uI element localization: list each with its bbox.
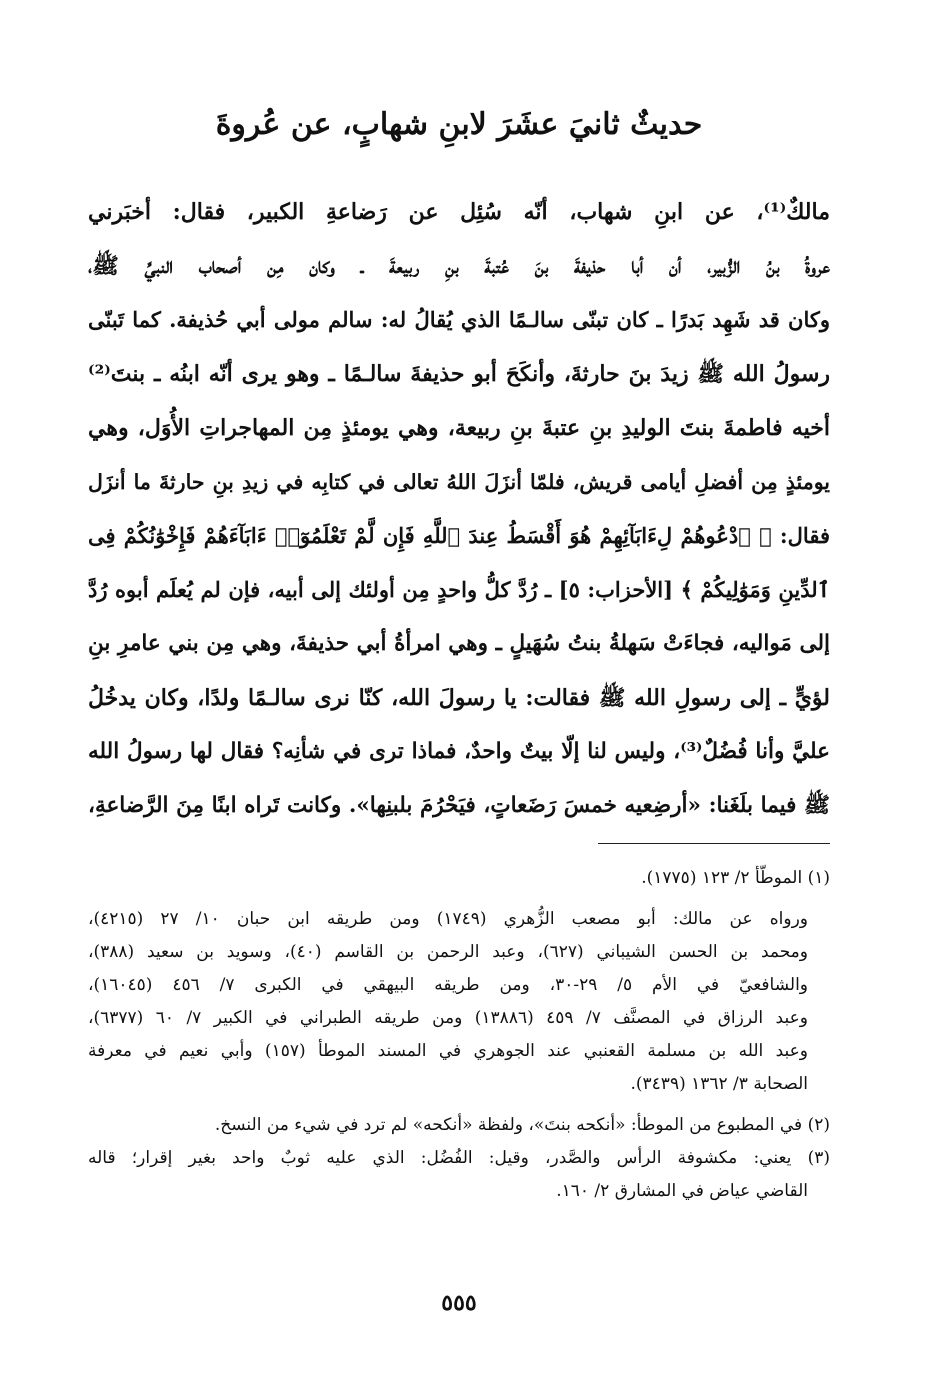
body-line: إلى مَواليه، فجاءَتْ سَهلةُ بنتُ سُهَيلٍ ـ وهي امرأةُ أبي حذيفةَ، وهي مِن بني عامرِ بنِ — [88, 631, 830, 656]
body-line: عروةُ بنُ الزُّبير، أن أبا حذيفةَ بنَ عُتبةَ بنِ ربيعةَ ـ وكان مِن أصحاب النبيِّ ﷺ، — [88, 253, 830, 279]
body-line: ﷺ فيما بلَغَنا: «أرضِعيه خمسَ رَضَعاتٍ، فيَحْرُمَ بلبنِها». وكانت تَراه ابنًا مِنَ الرَّضاعةِ، — [88, 793, 830, 818]
body-line: أخيه فاطمةَ بنتَ الوليدِ بنِ عتبةَ بنِ ربيعة، وهي يومئذٍ مِن المهاجراتِ الأُوَل، وهي — [88, 415, 830, 441]
body-line: رسولُ الله ﷺ زيدَ بنَ حارثةَ، وأنكَحَ أبو حذيفةَ سالـمًا ـ وهو يرى أنّه ابنُه ـ بنتَ⁽²⁾ — [88, 361, 830, 387]
footnote-1-line: الصحابة ٣/ ١٣٦٢ (٣٤٣٩). — [630, 1074, 808, 1094]
hadith-heading: حديثٌ ثانيَ عشَرَ لابنِ شهابٍ، عن عُروةَ — [215, 107, 703, 142]
footnote-1-heading: (١) الموطّأ ٢/ ١٢٣ (١٧٧٥). — [641, 868, 830, 888]
quran-verse-line: فقال: ﴿ ٱدْعُوهُمْ لِءَابَآئِهِمْ هُوَ أَقْسَطُ عِندَ ٱللَّهِ فَإِن لَّمْ تَعْلَمُوٓا۟ ءَابَآءَهُمْ فَإِخْوَٰنُكُمْ فِى — [88, 523, 830, 548]
quran-verse-line: ٱلدِّينِ وَمَوَٰلِيكُمْ ﴾ [الأحزاب: ٥] ـ رُدَّ كلُّ واحدٍ مِن أولئك إلى أبيه، فإن لم يُعلَم أبوه رُدَّ — [88, 577, 830, 602]
footnote-1-line: ومحمد بن الحسن الشيباني (٦٢٧)، وعبد الرحمن بن القاسم (٤٠)، وسويد بن سعيد (٣٨٨)، — [88, 942, 808, 962]
book-page — [88, 0, 830, 1374]
footnote-1-line: وعبد الرزاق في المصنَّف ٧/ ٤٥٩ (١٣٨٨٦) ومن طريقه الطبراني في الكبير ٧/ ٦٠ (٦٣٧٧)، — [88, 1008, 808, 1028]
footnote-3-line: القاضي عياض في المشارق ٢/ ١٦٠. — [556, 1181, 808, 1201]
footnote-2: (٢) في المطبوع من الموطأ: «أنكحه بنتَ»، ولفظة «أنكحه» لم ترد في شيء من النسخ. — [214, 1115, 830, 1135]
page-number: ٥٥٥ — [441, 1290, 477, 1316]
footnotes — [88, 862, 830, 1208]
hadith-body — [88, 185, 830, 833]
footnote-1-line: ورواه عن مالك: أبو مصعب الزُّهري (١٧٤٩) ومن طريقه ابن حبان ١٠/ ٢٧ (٤٢١٥)، — [88, 909, 808, 929]
footnote-3-line: (٣) يعني: مكشوفة الرأس والصَّدر، وقيل: الفُضُل: الذي عليه ثوبٌ واحد بغير إقرار؛ قاله — [88, 1148, 830, 1168]
body-line: مالكٌ⁽¹⁾، عن ابنِ شهاب، أنّه سُئِل عن رَضاعةِ الكبير، فقال: أخبَرني — [88, 199, 830, 225]
footnote-1-line: والشافعيّ في الأم ٥/ ٢٩-٣٠، ومن طريقه البيهقي في الكبرى ٧/ ٤٥٦ (١٦٠٤٥)، — [88, 975, 808, 995]
body-line: وكان قد شَهِد بَدرًا ـ كان تبنّى سالـمًا الذي يُقالُ له: سالم مولى أبي حُذيفة. كما تَبنّى — [88, 307, 830, 332]
footnote-separator — [598, 843, 830, 844]
body-line: لؤيٍّ ـ إلى رسولِ الله ﷺ فقالت: يا رسولَ الله، كنّا نرى سالـمًا ولدًا، وكان يدخُلُ — [88, 685, 830, 711]
body-line: عليَّ وأنا فُضُلٌ⁽³⁾، وليس لنا إلّا بيتٌ واحدٌ، فماذا ترى في شأنِه؟ فقال لها رسولُ الله — [88, 739, 830, 764]
footnote-1-line: وعبد الله بن مسلمة القعنبي عند الجوهري في المسند الموطأ (١٥٧) وأبي نعيم في معرفة — [88, 1041, 808, 1061]
body-line: يومئذٍ مِن أفضلِ أيامى قريش، فلمّا أنزَلَ اللهُ تعالى في كتابِه في زيدِ بنِ حارثةَ ما أنزَل — [88, 470, 830, 494]
